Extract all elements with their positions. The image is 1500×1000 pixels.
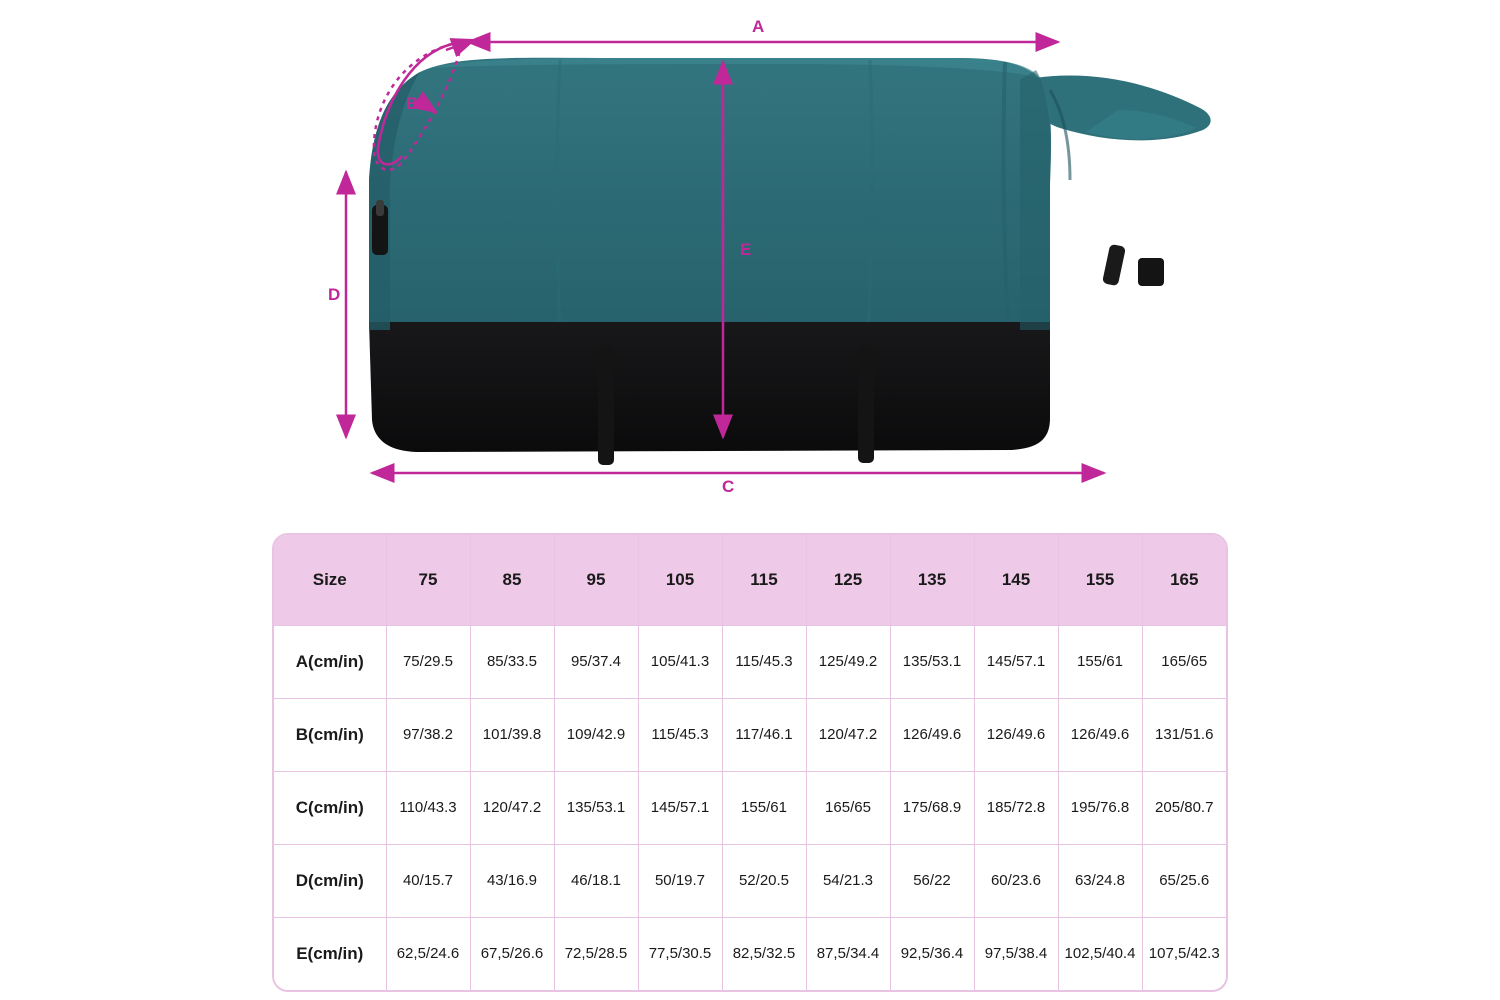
cell-a-155: 155/61 <box>1058 625 1142 698</box>
size-chart-table <box>274 535 1226 990</box>
cell-b-115: 117/46.1 <box>722 698 806 771</box>
cell-d-135: 56/22 <box>890 844 974 917</box>
rug-shape <box>369 58 1211 465</box>
cell-a-165: 165/65 <box>1142 625 1226 698</box>
cell-c-145: 185/72.8 <box>974 771 1058 844</box>
cell-e-145: 97,5/38.4 <box>974 917 1058 990</box>
column-header-105: 105 <box>638 535 722 625</box>
cell-d-115: 52/20.5 <box>722 844 806 917</box>
dimension-label-e: E <box>740 240 752 259</box>
cell-c-125: 165/65 <box>806 771 890 844</box>
column-header-165: 165 <box>1142 535 1226 625</box>
cell-d-85: 43/16.9 <box>470 844 554 917</box>
cell-b-125: 120/47.2 <box>806 698 890 771</box>
cell-b-165: 131/51.6 <box>1142 698 1226 771</box>
dimension-label-b: B <box>406 94 419 113</box>
cell-c-105: 145/57.1 <box>638 771 722 844</box>
cell-b-95: 109/42.9 <box>554 698 638 771</box>
column-header-115: 115 <box>722 535 806 625</box>
cell-d-75: 40/15.7 <box>386 844 470 917</box>
row-label-b: B(cm/in) <box>274 698 386 771</box>
column-header-135: 135 <box>890 535 974 625</box>
cell-b-135: 126/49.6 <box>890 698 974 771</box>
cell-a-115: 115/45.3 <box>722 625 806 698</box>
cell-a-145: 145/57.1 <box>974 625 1058 698</box>
column-header-size: Size <box>274 535 386 625</box>
cell-c-165: 205/80.7 <box>1142 771 1226 844</box>
cell-d-165: 65/25.6 <box>1142 844 1226 917</box>
dimension-label-a: A <box>752 17 765 36</box>
column-header-95: 95 <box>554 535 638 625</box>
table-header-row <box>274 535 1226 625</box>
cell-e-115: 82,5/32.5 <box>722 917 806 990</box>
cell-b-75: 97/38.2 <box>386 698 470 771</box>
cell-a-75: 75/29.5 <box>386 625 470 698</box>
size-chart <box>272 533 1228 992</box>
cell-a-125: 125/49.2 <box>806 625 890 698</box>
cell-d-125: 54/21.3 <box>806 844 890 917</box>
column-header-85: 85 <box>470 535 554 625</box>
table-row <box>274 844 1226 917</box>
cell-d-95: 46/18.1 <box>554 844 638 917</box>
table-row <box>274 625 1226 698</box>
cell-b-85: 101/39.8 <box>470 698 554 771</box>
column-header-75: 75 <box>386 535 470 625</box>
row-label-c: C(cm/in) <box>274 771 386 844</box>
cell-e-135: 92,5/36.4 <box>890 917 974 990</box>
cell-d-105: 50/19.7 <box>638 844 722 917</box>
cell-b-105: 115/45.3 <box>638 698 722 771</box>
cell-e-75: 62,5/24.6 <box>386 917 470 990</box>
cell-a-95: 95/37.4 <box>554 625 638 698</box>
cell-a-135: 135/53.1 <box>890 625 974 698</box>
cell-e-105: 77,5/30.5 <box>638 917 722 990</box>
row-label-d: D(cm/in) <box>274 844 386 917</box>
column-header-145: 145 <box>974 535 1058 625</box>
cell-e-95: 72,5/28.5 <box>554 917 638 990</box>
cell-a-105: 105/41.3 <box>638 625 722 698</box>
column-header-125: 125 <box>806 535 890 625</box>
row-label-a: A(cm/in) <box>274 625 386 698</box>
cell-e-125: 87,5/34.4 <box>806 917 890 990</box>
cell-c-95: 135/53.1 <box>554 771 638 844</box>
cell-e-165: 107,5/42.3 <box>1142 917 1226 990</box>
cell-d-145: 60/23.6 <box>974 844 1058 917</box>
cell-d-155: 63/24.8 <box>1058 844 1142 917</box>
dimension-label-c: C <box>722 477 735 496</box>
cell-c-115: 155/61 <box>722 771 806 844</box>
table-row <box>274 771 1226 844</box>
cell-c-85: 120/47.2 <box>470 771 554 844</box>
cell-c-135: 175/68.9 <box>890 771 974 844</box>
table-row <box>274 698 1226 771</box>
cell-e-85: 67,5/26.6 <box>470 917 554 990</box>
cell-e-155: 102,5/40.4 <box>1058 917 1142 990</box>
cell-c-155: 195/76.8 <box>1058 771 1142 844</box>
dimension-label-d: D <box>328 285 341 304</box>
column-header-155: 155 <box>1058 535 1142 625</box>
cell-c-75: 110/43.3 <box>386 771 470 844</box>
cell-b-155: 126/49.6 <box>1058 698 1142 771</box>
table-row <box>274 917 1226 990</box>
cell-a-85: 85/33.5 <box>470 625 554 698</box>
cell-b-145: 126/49.6 <box>974 698 1058 771</box>
row-label-e: E(cm/in) <box>274 917 386 990</box>
